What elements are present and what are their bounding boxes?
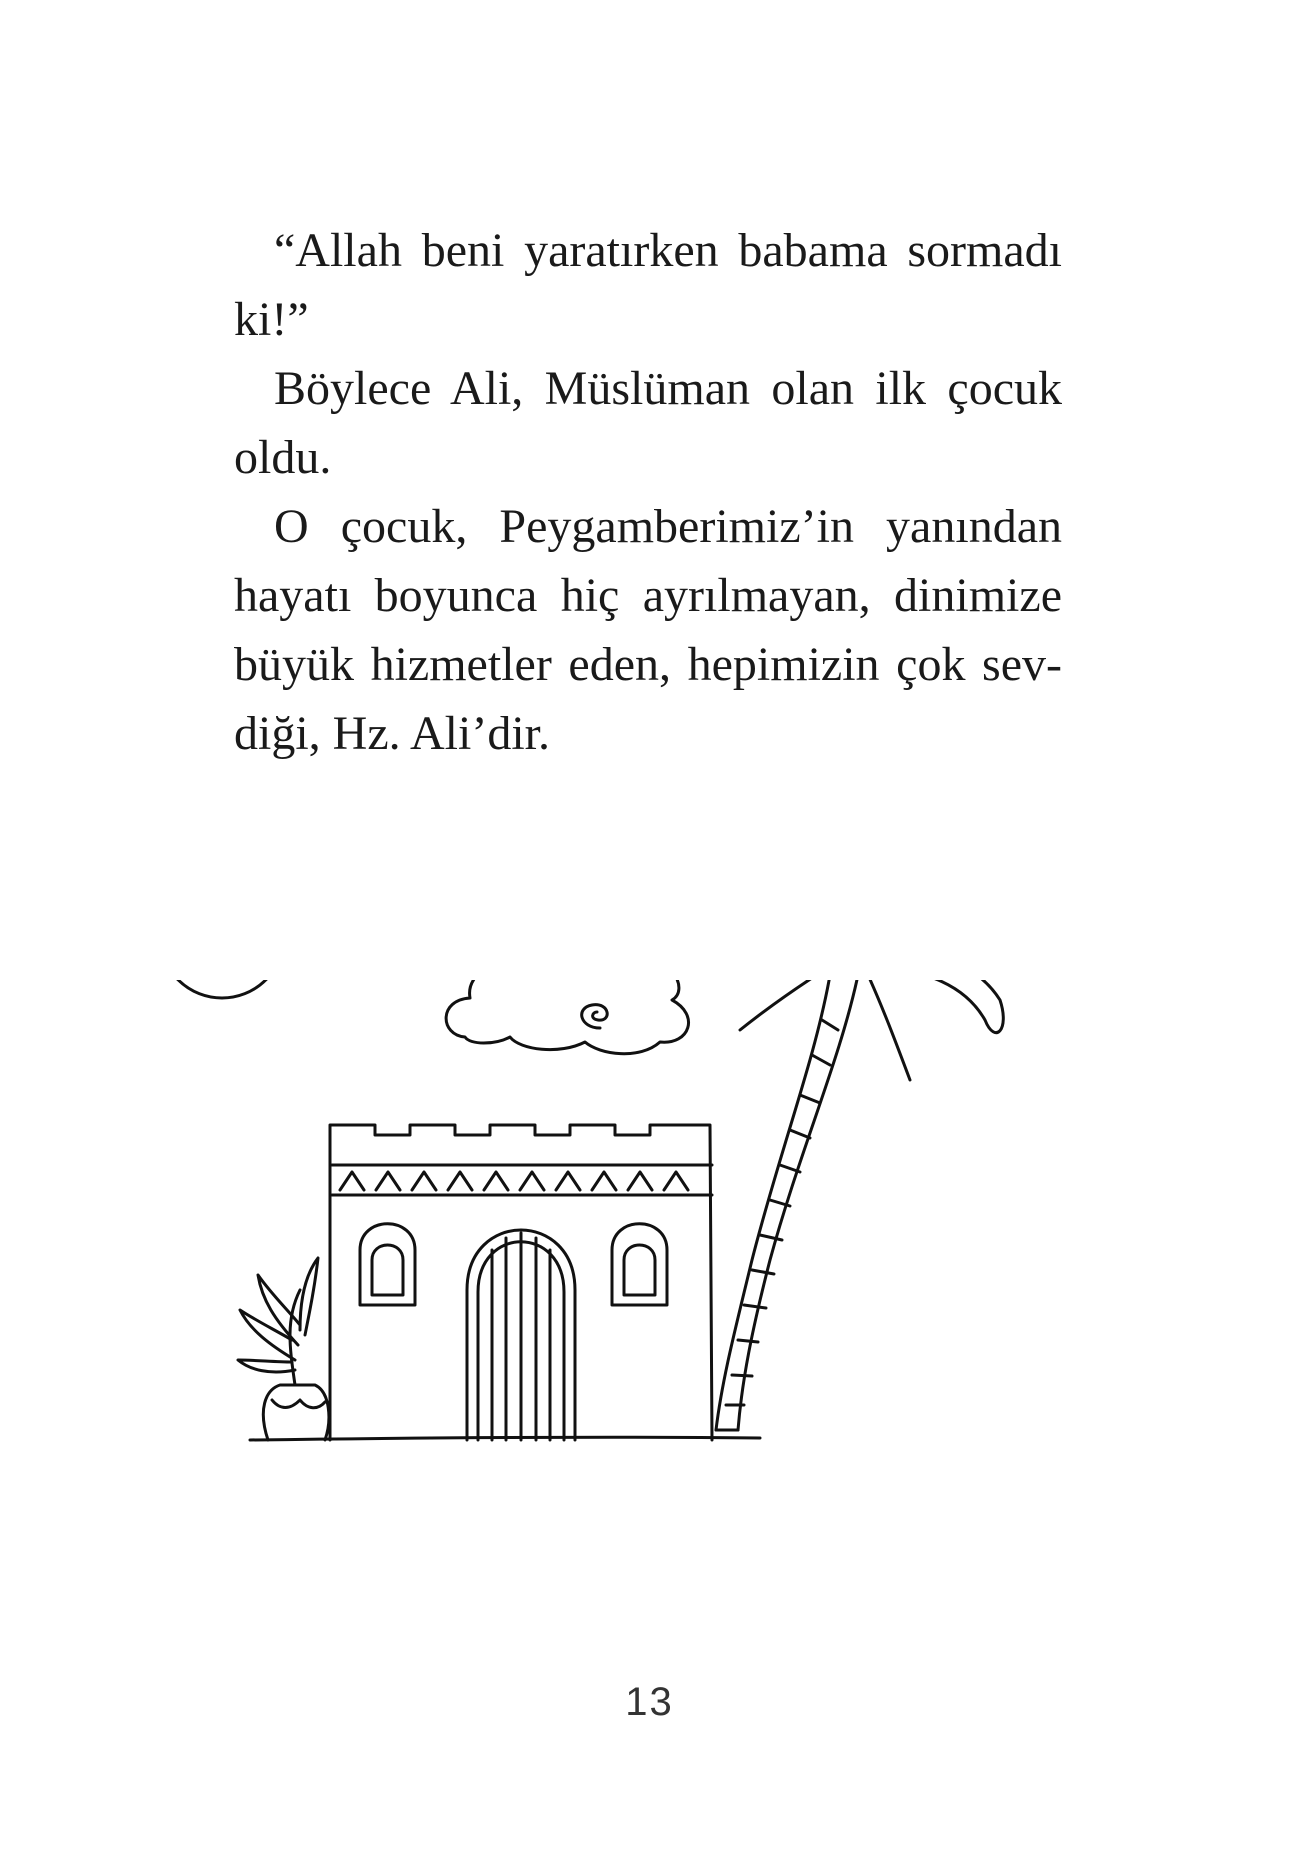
story-text — [234, 216, 1062, 768]
page-number: 13 — [625, 1680, 674, 1724]
cloud-drawing — [446, 980, 688, 1054]
house-drawing — [250, 1125, 760, 1440]
sun-drawing — [160, 980, 284, 998]
paragraph-hz-ali: O çocuk, Peygamberimiz’in yanından hayatı boyunca hiç ayrılmayan, dinimize büyük hizmetler eden, hepimizin çok sev-diği, Hz. Ali’dir. — [234, 500, 1062, 760]
paragraph-first-muslim-child: Böylece Ali, Müslüman olan ilk çocuk oldu. — [234, 362, 1062, 484]
palm-tree-drawing — [716, 980, 1003, 1430]
potted-plant-drawing — [238, 1258, 329, 1440]
paragraph-quote: “Allah beni yaratırken babama sormadı ki!” — [234, 224, 1062, 346]
line-drawing-illustration — [0, 980, 1299, 1600]
